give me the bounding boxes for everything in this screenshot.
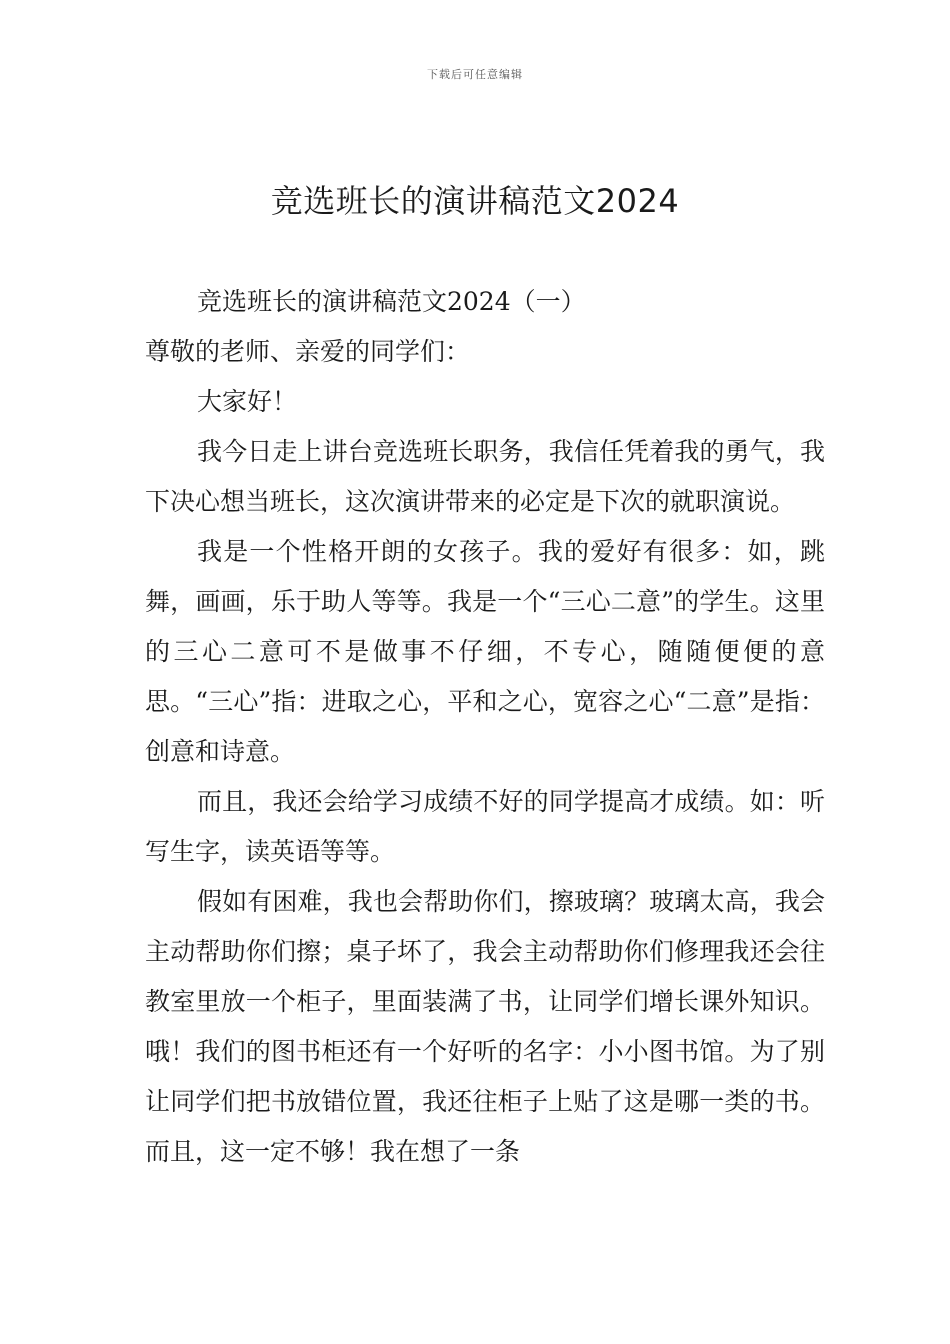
paragraph: 我是一个性格开朗的女孩子。我的爱好有很多：如，跳舞，画画，乐于助人等等。我是一个“三心二意”的学生。这里的三心二意可不是做事不仔细，不专心，随随便便的意思。“三心”指：进取之心，平和之心，宽容之心“二意”是指：创意和诗意。	[145, 537, 825, 766]
paragraph: 我今日走上讲台竞选班长职务，我信任凭着我的勇气，我下决心想当班长，这次演讲带来的必定是下次的就职演说。	[145, 437, 825, 516]
salutation: 尊敬的老师、亲爱的同学们：	[145, 337, 471, 366]
paragraph: 假如有困难，我也会帮助你们，擦玻璃？玻璃太高，我会主动帮助你们擦；桌子坏了，我会主动帮助你们修理我还会往教室里放一个柜子，里面装满了书，让同学们增长课外知识。哦！我们的图书柜还有一个好听的名字：小小图书馆。为了别让同学们把书放错位置，我还往柜子上贴了这是哪一类的书。而且，这一定不够！我在想了一条	[145, 887, 825, 1166]
greeting: 大家好！	[197, 387, 298, 416]
header-note: 下载后可任意编辑	[427, 68, 523, 81]
section-heading: 竞选班长的演讲稿范文2024（一）	[197, 287, 586, 316]
paragraph: 而且，我还会给学习成绩不好的同学提高才成绩。如：听写生字，读英语等等。	[145, 787, 825, 866]
document-title: 竞选班长的演讲稿范文2024	[270, 182, 680, 220]
document-body	[145, 277, 825, 1177]
